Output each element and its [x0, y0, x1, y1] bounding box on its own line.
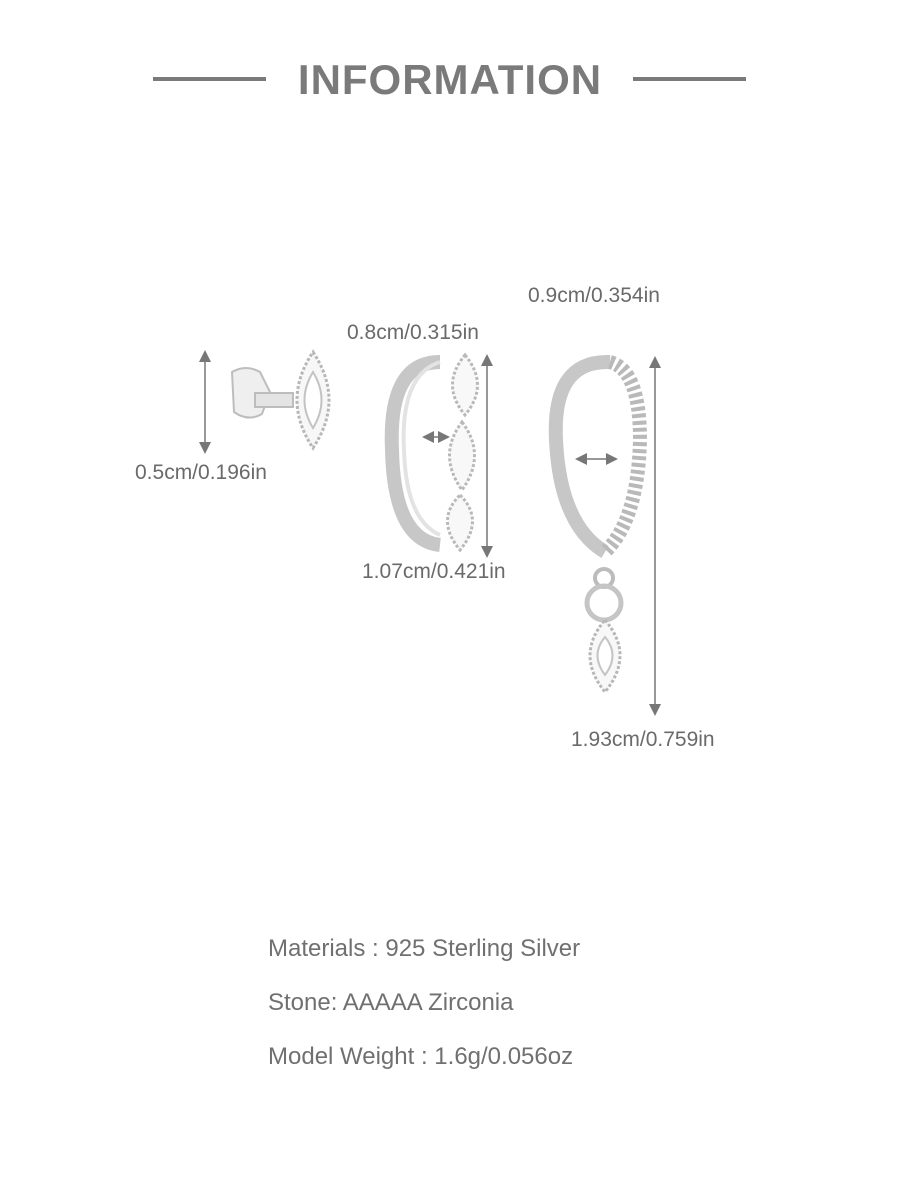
drop-inner-label: 0.9cm/0.354in	[528, 284, 660, 307]
stone-text: Stone: AAAAA Zirconia	[268, 989, 514, 1016]
hoop-earring	[392, 355, 478, 550]
stud-earring	[232, 352, 329, 448]
materials-text: Materials : 925 Sterling Silver	[268, 935, 581, 962]
hoop-height-label: 1.07cm/0.421in	[362, 560, 506, 583]
specifications	[268, 922, 580, 1084]
drop-hoop-earring	[556, 362, 640, 692]
drop-height-label: 1.93cm/0.759in	[571, 728, 715, 751]
page-title: INFORMATION	[297, 56, 603, 103]
weight-text: Model Weight : 1.6g/0.056oz	[268, 1043, 574, 1070]
stud-height-label: 0.5cm/0.196in	[135, 461, 267, 484]
hoop-inner-label: 0.8cm/0.315in	[347, 321, 479, 344]
